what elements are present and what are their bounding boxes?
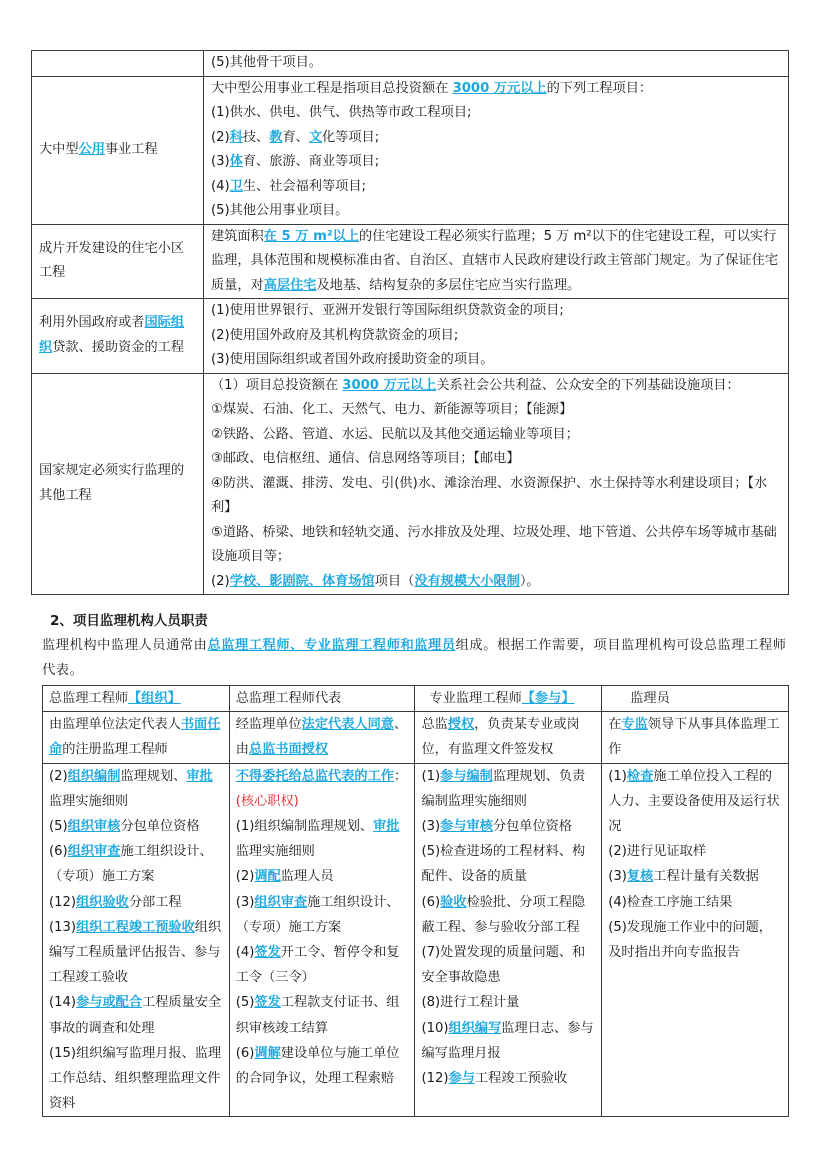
list-item: (6)组织审查施工组织设计、（专项）施工方案 xyxy=(49,844,213,885)
row-content: 建筑面积在 5 万 m²以上的住宅建设工程必须实行监理；5 万 m²以下的住宅建设工程，可以实行监理，具体范围和规模标准由省、自治区、直辖市人民政府建设行政主管部门规定。为了保证住宅质量，对高层住宅及地基、结构复杂的多层住宅应当实行监理。 xyxy=(204,224,789,299)
appointment-cell: 由监理单位法定代表人书面任命的注册监理工程师 xyxy=(43,712,230,763)
appointment-cell: 经监理单位法定代表人同意、由总监书面授权 xyxy=(229,712,415,763)
intro-line: （1）项目总投资额在 3000 万元以上关系社会公共利益、公众安全的下列基础设施项目： xyxy=(211,377,740,393)
row-label: 成片开发建设的住宅小区工程 xyxy=(32,224,204,299)
supervision-scope-table xyxy=(31,50,789,595)
highlight-text: 参与审核 xyxy=(440,819,493,835)
list-item: 不得委托给总监代表的工作：(核心职权) xyxy=(235,768,408,809)
highlight-text: 检查 xyxy=(626,768,654,784)
list-item: (2)科技、教育、文化等项目; xyxy=(211,129,380,145)
list-item: (5)其他公用事业项目。 xyxy=(211,203,349,218)
list-item: (12)组织验收分部工程 xyxy=(49,894,182,910)
highlight-text: 组织工程竣工预验收 xyxy=(76,919,195,935)
list-item: ②铁路、公路、管道、水运、民航以及其他交通运输业等项目； xyxy=(211,426,579,442)
table-row xyxy=(32,299,789,374)
highlight-text: 授权 xyxy=(447,717,475,733)
section-heading: 2、项目监理机构人员职责 xyxy=(50,613,208,629)
core-authority-note: (核心职权) xyxy=(235,793,299,809)
list-item: ①煤炭、石油、化工、天然气、电力、新能源等项目；【能源】 xyxy=(211,402,573,417)
duties-cell xyxy=(43,763,230,1117)
personnel-duties-table xyxy=(42,685,789,1117)
list-item: (5)检查进场的工程材料、构配件、设备的质量 xyxy=(421,844,586,885)
duties-cell xyxy=(229,763,415,1117)
table-row xyxy=(32,224,789,299)
highlight-text: 国际组织 xyxy=(39,315,185,355)
column-header: 总监理工程师代表 xyxy=(229,686,415,712)
table-row xyxy=(32,51,789,77)
highlight-text: 法定代表人同意 xyxy=(301,717,394,733)
highlight-text: 组织编制 xyxy=(67,768,121,784)
table-row xyxy=(32,373,789,595)
highlight-text: 组织编写 xyxy=(448,1020,502,1036)
table-row xyxy=(43,763,789,1117)
list-item: (4)签发开工令、暂停令和复工令（三令） xyxy=(235,945,400,986)
list-item: (3)体育、旅游、商业等项目; xyxy=(211,154,380,169)
list-item: (1)组织编制监理规划、审批监理实施细则 xyxy=(235,819,400,860)
highlight-text: 教 xyxy=(269,129,283,145)
highlight-text: 组织验收 xyxy=(76,894,129,910)
table-row xyxy=(43,712,789,763)
highlight-text: 卫 xyxy=(229,178,243,194)
list-item: (14)参与或配合工程质量安全事故的调查和处理 xyxy=(49,995,222,1036)
highlight-text: 学校、影剧院、体育场馆 xyxy=(229,573,375,589)
list-item: ④防洪、灌溉、排涝、发电、引(供)水、滩涂治理、水资源保护、水土保持等水利建设项目；【水利】 xyxy=(211,475,768,515)
highlight-text: 参与或配合 xyxy=(76,995,143,1011)
row-label: 国家规定必须实行监理的其他工程 xyxy=(32,373,204,595)
highlight-text: 调配 xyxy=(254,869,281,885)
highlight-text: 体 xyxy=(229,154,243,169)
highlight-text: 组织审核 xyxy=(67,819,121,835)
row-label xyxy=(32,51,204,77)
highlight-text: 签发 xyxy=(254,995,281,1011)
highlight-text: 签发 xyxy=(254,945,281,961)
table-header-row xyxy=(43,686,789,712)
highlight-text: 科 xyxy=(229,129,243,145)
list-item: (8)进行工程计量 xyxy=(421,995,520,1011)
list-item: (1)使用世界银行、亚洲开发银行等国际组织贷款资金的项目; xyxy=(211,303,564,318)
list-item: (6)验收检验批、分项工程隐蔽工程、参与验收分部工程 xyxy=(421,894,586,935)
highlight-text: 参与编制 xyxy=(440,768,493,784)
list-item: (7)处置发现的质量问题、和安全事故隐患 xyxy=(421,945,586,986)
highlight-text: 组织审查 xyxy=(254,894,308,910)
highlight-text: 专监 xyxy=(621,717,648,733)
list-item: (2)学校、影剧院、体育场馆项目（没有规模大小限制）。 xyxy=(211,573,540,589)
row-content: (5)其他骨干项目。 xyxy=(204,51,789,77)
list-item: (3)组织审查施工组织设计、（专项）施工方案 xyxy=(235,894,400,935)
section-paragraph: 监理机构中监理人员通常由总监理工程师、专业监理工程师和监理员组成。根据工作需要，项目监理机构可设总监理工程师代表。 xyxy=(42,638,787,678)
list-item: (1)供水、供电、供气、供热等市政工程项目; xyxy=(211,105,472,120)
column-header: 监理员 xyxy=(602,686,789,712)
highlight-text: 调解 xyxy=(254,1045,281,1061)
appointment-cell: 总监授权，负责某专业或岗位，有监理文件签发权 xyxy=(415,712,602,763)
row-label: 利用外国政府或者国际组织贷款、援助资金的工程 xyxy=(32,299,204,374)
list-item: (2)组织编制监理规划、审批监理实施细则 xyxy=(49,768,213,809)
list-item: ⑤道路、桥梁、地铁和轻轨交通、污水排放及处理、垃圾处理、地下管道、公共停车场等城市基础设施项目等； xyxy=(211,524,777,564)
cell-spacer xyxy=(608,965,782,1070)
highlight-text: 不得委托给总监代表的工作 xyxy=(235,768,394,784)
duties-cell xyxy=(602,763,789,1117)
list-item: (6)调解建设单位与施工单位的合同争议，处理工程索赔 xyxy=(235,1045,400,1087)
list-item: (2)进行见证取样 xyxy=(608,844,707,860)
list-item: (1)参与编制监理规划、负责编制监理实施细则 xyxy=(421,768,586,809)
list-item: ③邮政、电信枢纽、通信、信息网络等项目；【邮电】 xyxy=(211,451,520,466)
highlight-text: 高层住宅 xyxy=(263,277,317,293)
appointment-cell: 在专监领导下从事具体监理工作 xyxy=(602,712,789,763)
list-item: (3)参与审核分包单位资格 xyxy=(421,819,573,835)
row-content xyxy=(204,299,789,374)
intro-line: 大中型公用事业工程是指项目总投资额在 3000 万元以上的下列工程项目： xyxy=(211,80,653,96)
duties-cell xyxy=(415,763,602,1117)
list-item: (5)发现施工作业中的问题，及时指出并向专监报告 xyxy=(608,919,772,961)
highlight-text: 在 5 万 m²以上 xyxy=(263,228,359,244)
list-item: (2)调配监理人员 xyxy=(235,869,334,885)
highlight-text: 文 xyxy=(308,129,322,145)
row-label: 大中型公用事业工程 xyxy=(32,76,204,224)
highlight-text: 【组织】 xyxy=(128,691,181,706)
list-item: (12)参与工程竣工预验收 xyxy=(421,1071,568,1087)
highlight-text: 公用 xyxy=(78,141,105,157)
highlight-text: 参与 xyxy=(448,1071,475,1087)
list-item: (15)组织编写监理月报、监理工作总结、组织整理监理文件资料 xyxy=(49,1045,222,1112)
highlight-text: 书面任命 xyxy=(49,717,221,758)
highlight-text: 总监书面授权 xyxy=(248,742,329,758)
list-item: (5)组织审核分包单位资格 xyxy=(49,819,200,835)
highlight-text: 审批 xyxy=(373,819,400,835)
list-item: (2)使用国外政府及其机构贷款资金的项目; xyxy=(211,327,459,343)
list-item: (4)检查工序施工结果 xyxy=(608,894,733,910)
highlight-text: 没有规模大小限制 xyxy=(414,573,520,589)
highlight-text: 组织审查 xyxy=(67,844,121,860)
list-item: (3)使用国际组织或者国外政府援助资金的项目。 xyxy=(211,352,494,367)
list-item: (13)组织工程竣工预验收组织编写工程质量评估报告、参与工程竣工验收 xyxy=(49,919,222,986)
list-item: (5)签发工程款支付证书、组织审核竣工结算 xyxy=(235,995,400,1036)
column-header: 专业监理工程师【参与】 xyxy=(415,686,602,712)
highlight-text: 审批 xyxy=(186,768,213,784)
table-row xyxy=(32,76,789,224)
highlight-text: 3000 万元以上 xyxy=(342,377,437,393)
list-item: (1)检查施工单位投入工程的人力、主要设备使用及运行状况 xyxy=(608,768,780,835)
highlight-text: 3000 万元以上 xyxy=(452,80,547,96)
highlight-text: 复核 xyxy=(626,869,654,885)
row-content xyxy=(204,373,789,595)
list-item: (4)卫生、社会福利等项目; xyxy=(211,178,367,194)
list-item: (3)复核工程计量有关数据 xyxy=(608,869,759,885)
row-content xyxy=(204,76,789,224)
list-item: (10)组织编写监理日志、参与编写监理月报 xyxy=(421,1020,594,1061)
highlight-text: 总监理工程师、专业监理工程师和监理员 xyxy=(207,638,456,653)
highlight-text: 验收 xyxy=(440,894,467,910)
column-header: 总监理工程师【组织】 xyxy=(43,686,230,712)
highlight-text: 【参与】 xyxy=(521,691,575,706)
